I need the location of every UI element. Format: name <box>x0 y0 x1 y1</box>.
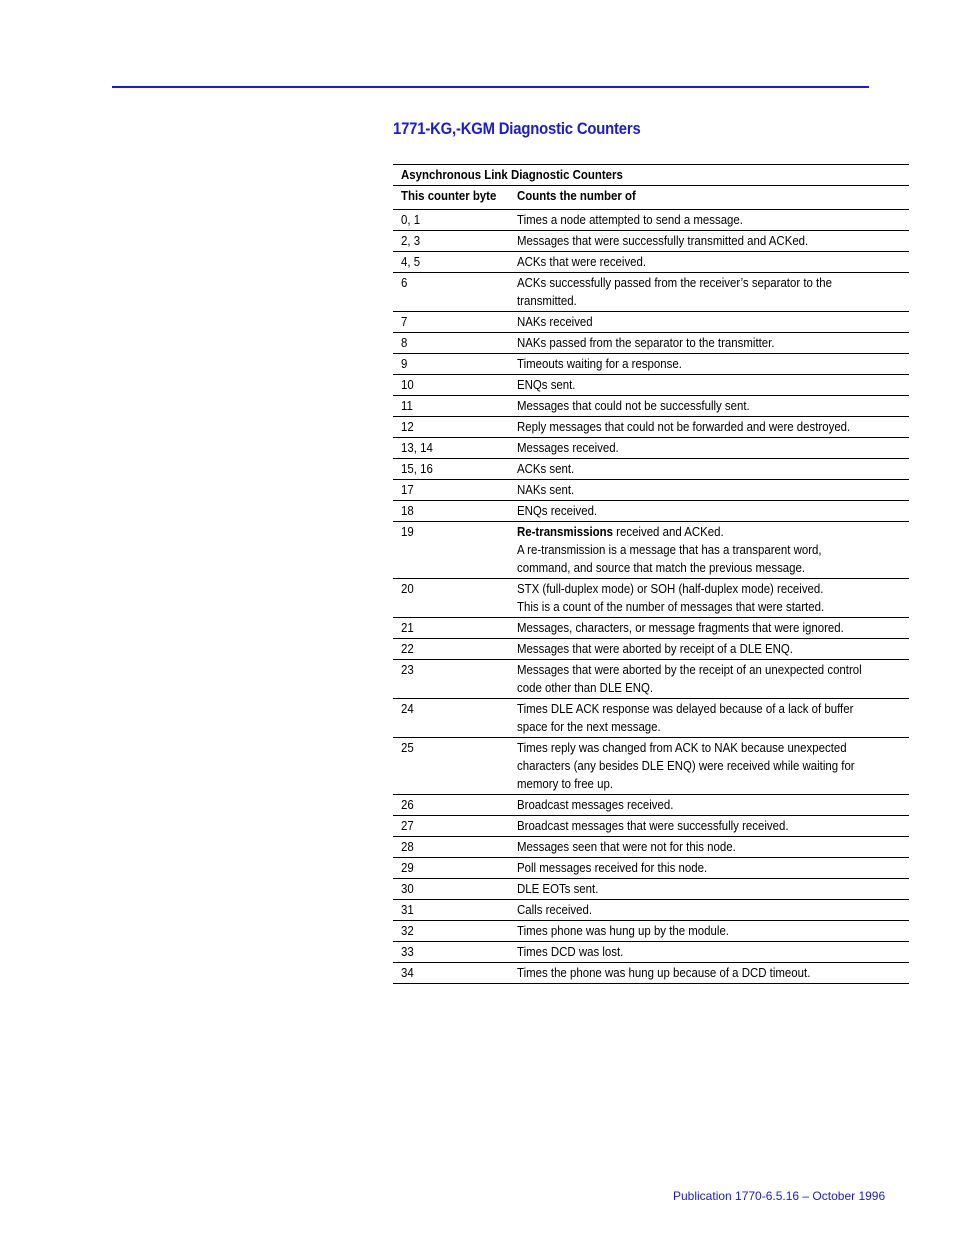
counter-byte-cell <box>393 738 509 795</box>
table-caption-row <box>393 165 909 186</box>
counter-byte: 28 <box>401 839 414 854</box>
table-row <box>393 459 909 480</box>
counter-byte-cell <box>393 252 509 273</box>
counter-byte: 10 <box>401 377 414 392</box>
counter-description-line: transmitted. <box>517 293 578 308</box>
counter-description-cell <box>509 858 909 879</box>
counter-description-line: Times reply was changed from ACK to NAK because unexpected <box>517 740 847 755</box>
header-counts <box>509 186 909 210</box>
counter-description-line: ENQs received. <box>517 503 598 518</box>
table-row <box>393 942 909 963</box>
table-row <box>393 816 909 837</box>
counter-description-cell <box>509 480 909 501</box>
counter-description-cell <box>509 579 909 618</box>
counter-description-line: memory to free up. <box>517 776 614 791</box>
table-row <box>393 375 909 396</box>
counter-byte: 27 <box>401 818 414 833</box>
table-row <box>393 738 909 795</box>
publication-footer: Publication 1770-6.5.16 – October 1996 <box>673 1189 886 1203</box>
counter-byte-cell <box>393 795 509 816</box>
counter-byte-cell <box>393 375 509 396</box>
counter-byte: 19 <box>401 524 414 539</box>
header-counter-byte-text: This counter byte <box>401 188 497 203</box>
counter-description-line: space for the next message. <box>517 719 662 734</box>
counter-byte: 30 <box>401 881 414 896</box>
counter-description-line: Messages that were aborted by the receipt of an unexpected control <box>517 662 863 677</box>
counter-description-line: Messages, characters, or message fragments that were ignored. <box>517 620 845 635</box>
table-caption <box>393 165 909 186</box>
table-row <box>393 354 909 375</box>
counter-byte: 15, 16 <box>401 461 433 476</box>
table-row <box>393 333 909 354</box>
counter-byte: 34 <box>401 965 414 980</box>
counter-byte-cell <box>393 963 509 984</box>
counter-description-cell <box>509 312 909 333</box>
counter-byte-cell <box>393 837 509 858</box>
counter-description-cell <box>509 921 909 942</box>
counter-description-cell <box>509 660 909 699</box>
table-row <box>393 522 909 579</box>
counter-description-line: code other than DLE ENQ. <box>517 680 654 695</box>
table-row <box>393 273 909 312</box>
table-caption-text: Asynchronous Link Diagnostic Counters <box>401 167 623 182</box>
counter-byte-cell <box>393 480 509 501</box>
counter-byte-cell <box>393 438 509 459</box>
table-row <box>393 879 909 900</box>
counter-byte-cell <box>393 879 509 900</box>
counter-byte: 22 <box>401 641 414 656</box>
counter-description-cell <box>509 816 909 837</box>
counter-description-line: command, and source that match the previous message. <box>517 560 806 575</box>
counter-description-cell <box>509 210 909 231</box>
counter-description-cell <box>509 963 909 984</box>
counter-description-cell <box>509 501 909 522</box>
counter-byte-cell <box>393 417 509 438</box>
counter-description-cell <box>509 879 909 900</box>
table-row <box>393 900 909 921</box>
counter-description-cell <box>509 354 909 375</box>
counter-byte: 8 <box>401 335 408 350</box>
counter-description-line: Times the phone was hung up because of a DCD timeout. <box>517 965 811 980</box>
counter-description-cell <box>509 522 909 579</box>
counter-byte-cell <box>393 210 509 231</box>
counter-byte: 12 <box>401 419 414 434</box>
counter-description-bold-term: Re-transmissions <box>517 524 614 539</box>
counter-description-line: Messages that could not be successfully sent. <box>517 398 751 413</box>
counter-description-line: STX (full-duplex mode) or SOH (half-duplex mode) received. <box>517 581 824 596</box>
table-header-row <box>393 186 909 210</box>
table-row <box>393 618 909 639</box>
counter-byte: 17 <box>401 482 414 497</box>
table-row <box>393 501 909 522</box>
counter-description-line: Times phone was hung up by the module. <box>517 923 730 938</box>
counter-byte-cell <box>393 900 509 921</box>
counter-byte: 20 <box>401 581 414 596</box>
table-row <box>393 312 909 333</box>
header-rule <box>112 86 869 88</box>
counter-description-cell <box>509 459 909 480</box>
counter-byte-cell <box>393 396 509 417</box>
counter-description-cell <box>509 900 909 921</box>
table-row <box>393 921 909 942</box>
table-row <box>393 639 909 660</box>
counter-byte-cell <box>393 333 509 354</box>
counter-description-line: Times a node attempted to send a message. <box>517 212 744 227</box>
counter-description-line: Timeouts waiting for a response. <box>517 356 683 371</box>
table-row <box>393 858 909 879</box>
counter-byte: 23 <box>401 662 414 677</box>
counter-byte: 13, 14 <box>401 440 433 455</box>
counter-byte-cell <box>393 501 509 522</box>
counter-byte: 29 <box>401 860 414 875</box>
table-row <box>393 438 909 459</box>
table-row <box>393 795 909 816</box>
counter-description-line: A re-transmission is a message that has a transparent word, <box>517 542 822 557</box>
counter-byte: 33 <box>401 944 414 959</box>
table-body <box>393 165 909 984</box>
counter-description-cell <box>509 942 909 963</box>
counter-description-cell <box>509 375 909 396</box>
counter-description-line: Times DLE ACK response was delayed because of a lack of buffer <box>517 701 854 716</box>
counter-byte: 25 <box>401 740 414 755</box>
counter-description-cell <box>509 639 909 660</box>
counter-description-cell <box>509 618 909 639</box>
counter-description-line: ACKs that were received. <box>517 254 647 269</box>
counter-description-line: ACKs successfully passed from the receiver’s separator to the <box>517 275 833 290</box>
counter-description-line: Reply messages that could not be forwarded and were destroyed. <box>517 419 851 434</box>
counter-description-line: NAKs sent. <box>517 482 575 497</box>
counter-description-cell <box>509 273 909 312</box>
counter-description-line: ACKs sent. <box>517 461 575 476</box>
counter-byte-cell <box>393 921 509 942</box>
table-row <box>393 699 909 738</box>
counter-byte: 4, 5 <box>401 254 421 269</box>
counter-description-line: Poll messages received for this node. <box>517 860 708 875</box>
counter-description-cell <box>509 252 909 273</box>
header-counter-byte <box>393 186 509 210</box>
counter-byte-cell <box>393 459 509 480</box>
counter-byte-cell <box>393 312 509 333</box>
counter-byte-cell <box>393 699 509 738</box>
counter-description-line: characters (any besides DLE ENQ) were received while waiting for <box>517 758 855 773</box>
table-row <box>393 231 909 252</box>
table-row <box>393 396 909 417</box>
counter-description-line: This is a count of the number of messages that were started. <box>517 599 825 614</box>
counter-byte: 32 <box>401 923 414 938</box>
counter-description-cell <box>509 231 909 252</box>
counter-byte: 18 <box>401 503 414 518</box>
counter-description-cell <box>509 396 909 417</box>
counter-description-cell <box>509 438 909 459</box>
counter-description-cell <box>509 837 909 858</box>
counter-description-line: NAKs received <box>517 314 594 329</box>
counter-description-cell <box>509 417 909 438</box>
header-counts-text: Counts the number of <box>517 188 637 203</box>
counter-byte-cell <box>393 579 509 618</box>
counter-byte-cell <box>393 942 509 963</box>
counter-byte: 6 <box>401 275 408 290</box>
table-row <box>393 837 909 858</box>
counter-description-lead-rest: received and ACKed. <box>613 524 725 539</box>
counter-description-line: NAKs passed from the separator to the transmitter. <box>517 335 775 350</box>
counter-byte-cell <box>393 231 509 252</box>
table-row <box>393 963 909 984</box>
counter-description-line: Calls received. <box>517 902 593 917</box>
counter-byte-cell <box>393 522 509 579</box>
diagnostic-counters-table <box>393 164 909 984</box>
counter-description-cell <box>509 699 909 738</box>
counter-byte-cell <box>393 639 509 660</box>
counter-byte: 0, 1 <box>401 212 421 227</box>
table-row <box>393 417 909 438</box>
counter-description-cell <box>509 333 909 354</box>
counter-byte-cell <box>393 816 509 837</box>
counter-description-line: ENQs sent. <box>517 377 576 392</box>
page-title: 1771-KG,-KGM Diagnostic Counters <box>393 120 641 138</box>
table-row <box>393 579 909 618</box>
table-row <box>393 660 909 699</box>
counter-byte: 2, 3 <box>401 233 421 248</box>
counter-byte-cell <box>393 660 509 699</box>
counter-byte: 24 <box>401 701 414 716</box>
counter-byte-cell <box>393 273 509 312</box>
counter-byte: 11 <box>401 398 413 413</box>
counter-description-line: Messages seen that were not for this node. <box>517 839 737 854</box>
counter-description-line: Times DCD was lost. <box>517 944 624 959</box>
counter-description-cell <box>509 738 909 795</box>
table-row <box>393 252 909 273</box>
table-row <box>393 480 909 501</box>
counter-description-cell <box>509 795 909 816</box>
counter-description-line: Broadcast messages that were successfully received. <box>517 818 789 833</box>
counter-byte: 7 <box>401 314 408 329</box>
counter-byte-cell <box>393 618 509 639</box>
counter-byte: 21 <box>401 620 414 635</box>
counter-description-line: Messages received. <box>517 440 620 455</box>
counter-description-lead <box>517 523 862 541</box>
counter-byte-cell <box>393 354 509 375</box>
counter-byte: 31 <box>401 902 414 917</box>
counter-description-line: Broadcast messages received. <box>517 797 674 812</box>
counter-byte: 26 <box>401 797 414 812</box>
counter-byte-cell <box>393 858 509 879</box>
counter-byte: 9 <box>401 356 408 371</box>
counter-description-line: Messages that were aborted by receipt of a DLE ENQ. <box>517 641 794 656</box>
table-row <box>393 210 909 231</box>
counter-description-line: DLE EOTs sent. <box>517 881 599 896</box>
counter-description-line: Messages that were successfully transmitted and ACKed. <box>517 233 809 248</box>
